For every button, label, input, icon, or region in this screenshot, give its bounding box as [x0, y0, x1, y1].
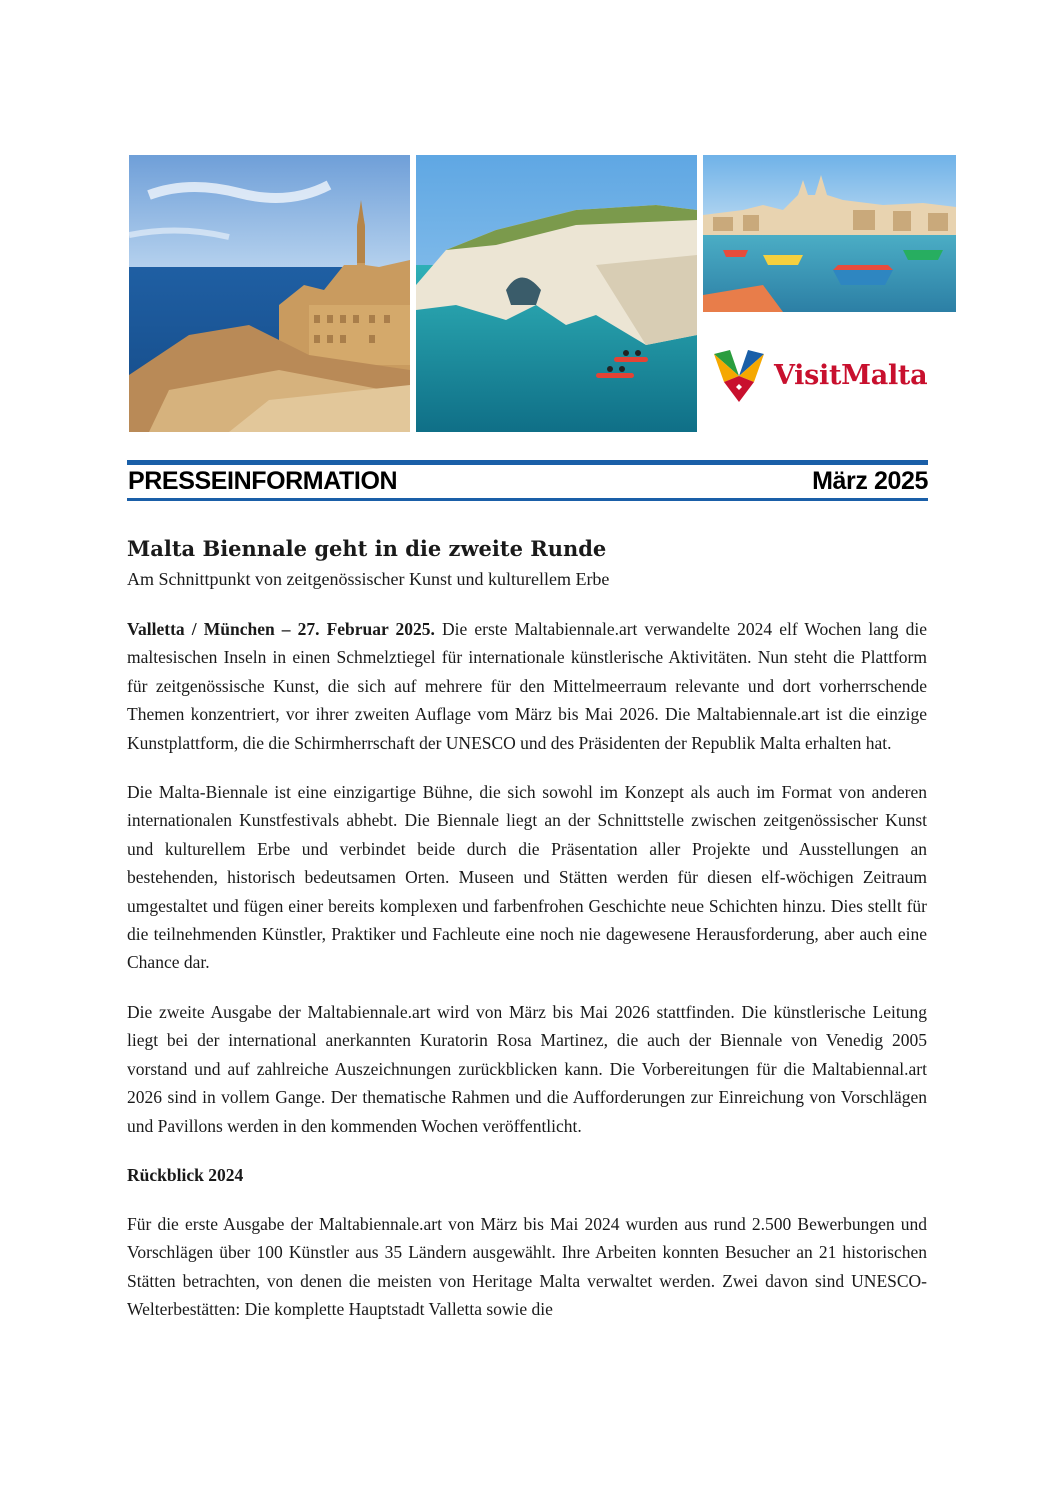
- valletta-skyline-photo: [129, 155, 410, 432]
- coastal-cliff-kayak-photo: [416, 155, 697, 432]
- press-information-bar: [127, 460, 928, 501]
- section-heading-review: Rückblick 2024: [127, 1164, 244, 1185]
- press-label: PRESSEINFORMATION: [128, 467, 398, 495]
- dateline: Valletta / München – 27. Februar 2025.: [127, 619, 435, 639]
- paragraph-second-edition: Die zweite Ausgabe der Maltabiennale.art wird von März bis Mai 2026 stattfinden. Die künstlerische Leitung liegt bei der international anerkannten Kuratorin Rosa Martinez, die auch der Biennale von Venedig 2005 vorstand und auf zahlreiche Auszeichnungen zurückblicken kann. Die Vorbereitungen für die Maltabiennal.art 2026 sind in vollem Gange. Der thematische Rahmen und die Aufforderungen zur Einreichung von Vorschlägen und Pavillons werden in den kommenden Wochen veröffentlicht.: [127, 1001, 927, 1136]
- press-date: März 2025: [812, 467, 928, 495]
- paragraph-intro: [127, 615, 927, 757]
- article-body: [127, 534, 927, 1324]
- paragraph-intro-text: Die erste Maltabiennale.art verwandelte 2024 elf Wochen lang die maltesischen Inseln in einen Schmelztiegel für internationale künstlerische Aktivitäten. Nun steht die Plattform für zeitgenössische Kunst, die sich auf mehrere für den Mittelmeerraum relevante und dort vorherrschende Themen konzentriert, vor ihrer zweiten Auflage vom März bis Mai 2026. Die Maltabiennale.art ist die einzige Kunstplattform, die die Schirmherrschaft der UNESCO und des Präsidenten der Republik Malta erhalten hat.: [127, 619, 927, 753]
- bottom-rule: [127, 498, 928, 501]
- paragraph-review: Für die erste Ausgabe der Maltabiennale.art von März bis Mai 2024 wurden aus rund 2.500 Bewerbungen und Vorschlägen über 100 Künstler aus 35 Ländern ausgewählt. Ihre Arbeiten konnten Besucher an 21 historischen Stätten betrachten, von denen die meisten von Heritage Malta verwaltet werden. Zwei davon sind UNESCO-Welterbestätten: Die komplette Hauptstadt Valletta sowie die: [127, 1213, 927, 1320]
- paragraph-concept: Die Malta-Biennale ist eine einzigartige Bühne, die sich sowohl im Konzept als auch im Format von anderen internationalen Kunstfestivals abhebt. Die Biennale liegt an der Schnittstelle zwischen zeitgenössischer Kunst und kulturellem Erbe und verbindet beide durch die Präsentation aller Projekte und Ausstellungen an bestehenden, historisch bedeutsamen Orten. Museen und Stätten werden für diesen elf-wöchigen Zeitraum umgestaltet und fügen einer bereits komplexen und farbenfrohen Geschichte neue Schichten hinzu. Dies stellt für die teilnehmenden Künstler, Praktiker und Fachleute eine noch nie dagewesene Herausforderung, aber auch eine Chance dar.: [127, 782, 927, 973]
- visitmalta-heart-icon: [710, 346, 768, 404]
- logo-wordmark: VisitMalta: [774, 359, 928, 391]
- article-subheadline: Am Schnittpunkt von zeitgenössischer Kunst und kulturellem Erbe: [127, 569, 610, 589]
- visitmalta-logo: [710, 345, 950, 405]
- article-headline: Malta Biennale geht in die zweite Runde: [127, 536, 607, 561]
- marsaxlokk-harbour-photo: [703, 155, 956, 312]
